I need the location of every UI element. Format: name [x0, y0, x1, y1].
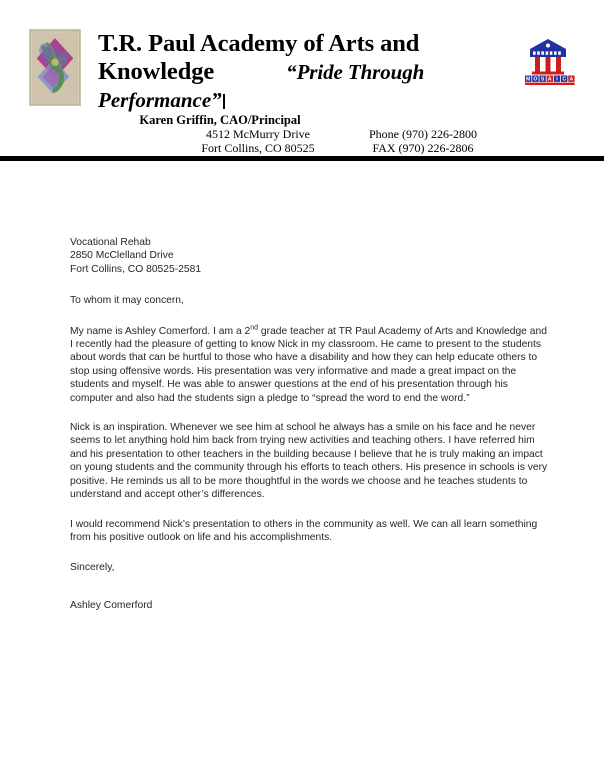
svg-text:S: S [540, 76, 545, 83]
mosaica-education-logo [519, 38, 577, 86]
svg-text:C: C [562, 76, 567, 83]
school-title-block [98, 30, 510, 114]
svg-text:O: O [533, 76, 538, 83]
body-paragraph-2: Nick is an inspiration. Whenever we see him at school he always has a smile on his face and he never seems to let anything hold him back from trying new activities and teaching others. I have referred him and his presentation to other teachers in the building because I believe that he is truly making an impact on young students and the community through his efforts to teach others. His presence in schools is very positive. He reminds us all to be more thoughtful in the words we choose and he teaches students to understand and accept other’s differences. [70, 422, 548, 501]
closing-salutation: Sincerely, [70, 562, 115, 574]
paragraph-1-part-a: My name is Ashley Comerford. I am a 2 [70, 325, 251, 337]
address-line-2: Fort Collins, CO 80525 [201, 141, 315, 155]
fax-number: FAX (970) 226-2806 [372, 141, 474, 155]
phone-number: Phone (970) 226-2800 [369, 127, 477, 141]
paragraph-1-part-b: grade teacher at TR Paul Academy of Arts and Knowledge and I recently had the pleasure of getting to know Nick in my classroom. He came to present to the students about words that can be hurtful to those who have a disability and how they can help educate others to stop using offensive words. His presentation was very informative and made a great impact on the students and myself. He was able to answer questions at the end of his presentation through his computer and also had the students sign a pledge to “spread the word to end the word.” [70, 325, 547, 404]
letterhead-contact-block [0, 113, 604, 155]
svg-text:I: I [556, 76, 558, 83]
principal-name: Karen Griffin, CAO/Principal [139, 113, 301, 127]
contact-row-2 [182, 141, 512, 155]
body-paragraph-1 [70, 325, 550, 405]
address-line-1: 4512 McMurry Drive [206, 127, 310, 141]
svg-text:M: M [526, 76, 531, 83]
recipient-city-state-zip: Fort Collins, CO 80525-2581 [70, 263, 202, 275]
school-name-line-1: T.R. Paul Academy of Arts and [98, 30, 420, 57]
salutation: To whom it may concern, [70, 295, 184, 307]
letterhead-divider-rule [0, 156, 604, 161]
school-name-line-2-text: Knowledge [98, 58, 215, 85]
recipient-street: 2850 McClelland Drive [70, 250, 174, 262]
letterhead [0, 0, 604, 156]
text-caret-icon [223, 94, 225, 109]
svg-text:A: A [569, 76, 574, 83]
recipient-address-block [70, 236, 550, 276]
school-name-line-2 [98, 58, 510, 86]
signature-name: Ashley Comerford [70, 599, 153, 611]
school-motto-line-1: “Pride Through [286, 60, 425, 84]
contact-grid [182, 127, 512, 155]
ordinal-suffix: nd [250, 324, 259, 332]
body-paragraph-3: I would recommend Nick’s presentation to others in the community as well. We can all learn something from his positive outlook on life and his accomplishments. [70, 518, 538, 543]
school-motto-line-2-text: Performance” [98, 88, 222, 112]
school-motto-line-2 [98, 86, 510, 114]
svg-text:A: A [547, 76, 552, 83]
school-artwork-logo [29, 29, 81, 106]
recipient-organization: Vocational Rehab [70, 237, 151, 248]
letter-body [70, 236, 550, 612]
contact-row-1 [182, 127, 512, 141]
